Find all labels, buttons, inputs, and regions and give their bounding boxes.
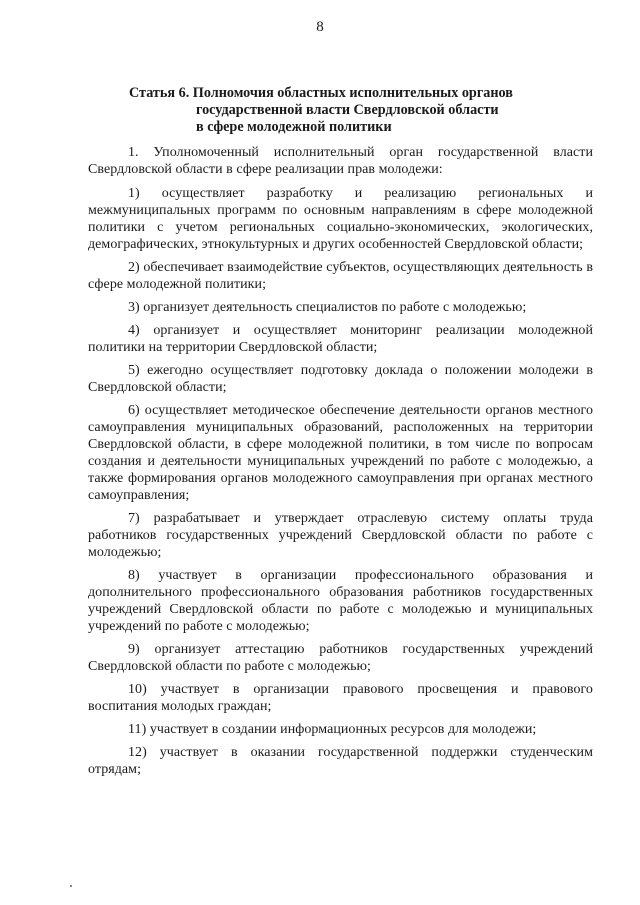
paragraph-item-9: 9) организует аттестацию работников государственных учреждений Свердловской области по работе с молодежью; [88, 642, 593, 674]
page-number: 8 [316, 19, 324, 35]
paragraph-item-10: 10) участвует в организации правового просвещения и правового воспитания молодых граждан; [88, 682, 593, 714]
paragraph-item-2: 2) обеспечивает взаимодействие субъектов, осуществляющих деятельность в сфере молодежной политики; [88, 260, 593, 292]
paragraph-item-1: 1) осуществляет разработку и реализацию региональных и межмуниципальных программ по основным направлениям в сфере молодежной политики с учетом региональных социально-экономических, экологических, демографических, этнокультурных и других особенностей Свердловской области; [88, 186, 593, 252]
article-title-line-2: государственной власти Свердловской области [196, 102, 499, 118]
article-title-line-1: Статья 6. Полномочия областных исполнительных органов [129, 85, 513, 101]
paragraph-intro: 1. Уполномоченный исполнительный орган государственной власти Свердловской области в сфере реализации прав молодежи: [88, 145, 593, 177]
paragraph-item-12: 12) участвует в оказании государственной поддержки студенческим отрядам; [88, 745, 593, 777]
paragraph-item-3: 3) организует деятельность специалистов по работе с молодежью; [128, 300, 527, 315]
article-body [88, 144, 593, 784]
scan-speck [70, 885, 72, 887]
paragraph-item-11: 11) участвует в создании информационных ресурсов для молодежи; [128, 722, 537, 737]
paragraph-item-5: 5) ежегодно осуществляет подготовку доклада о положении молодежи в Свердловской области; [88, 363, 593, 395]
paragraph-item-6: 6) осуществляет методическое обеспечение деятельности органов местного самоуправления муниципальных образований, расположенных на территории Свердловской области, в сфере молодежной политики, в том числе по вопросам создания и деятельности муниципальных учреждений по работе с молодежью, а также формирования органов молодежного самоуправления при органах местного самоуправления; [88, 403, 593, 503]
paragraph-item-8: 8) участвует в организации профессионального образования и дополнительного профессионального образования работников государственных учреждений Свердловской области по работе с молодежью и муниципальных учреждений по работе с молодежью; [88, 568, 593, 634]
paragraph-item-4: 4) организует и осуществляет мониторинг реализации молодежной политики на территории Свердловской области; [88, 323, 593, 355]
paragraph-item-7: 7) разрабатывает и утверждает отраслевую систему оплаты труда работников государственных учреждений Свердловской области по работе с молодежью; [88, 511, 593, 560]
article-heading [129, 85, 589, 136]
article-title-line-3: в сфере молодежной политики [196, 119, 392, 135]
